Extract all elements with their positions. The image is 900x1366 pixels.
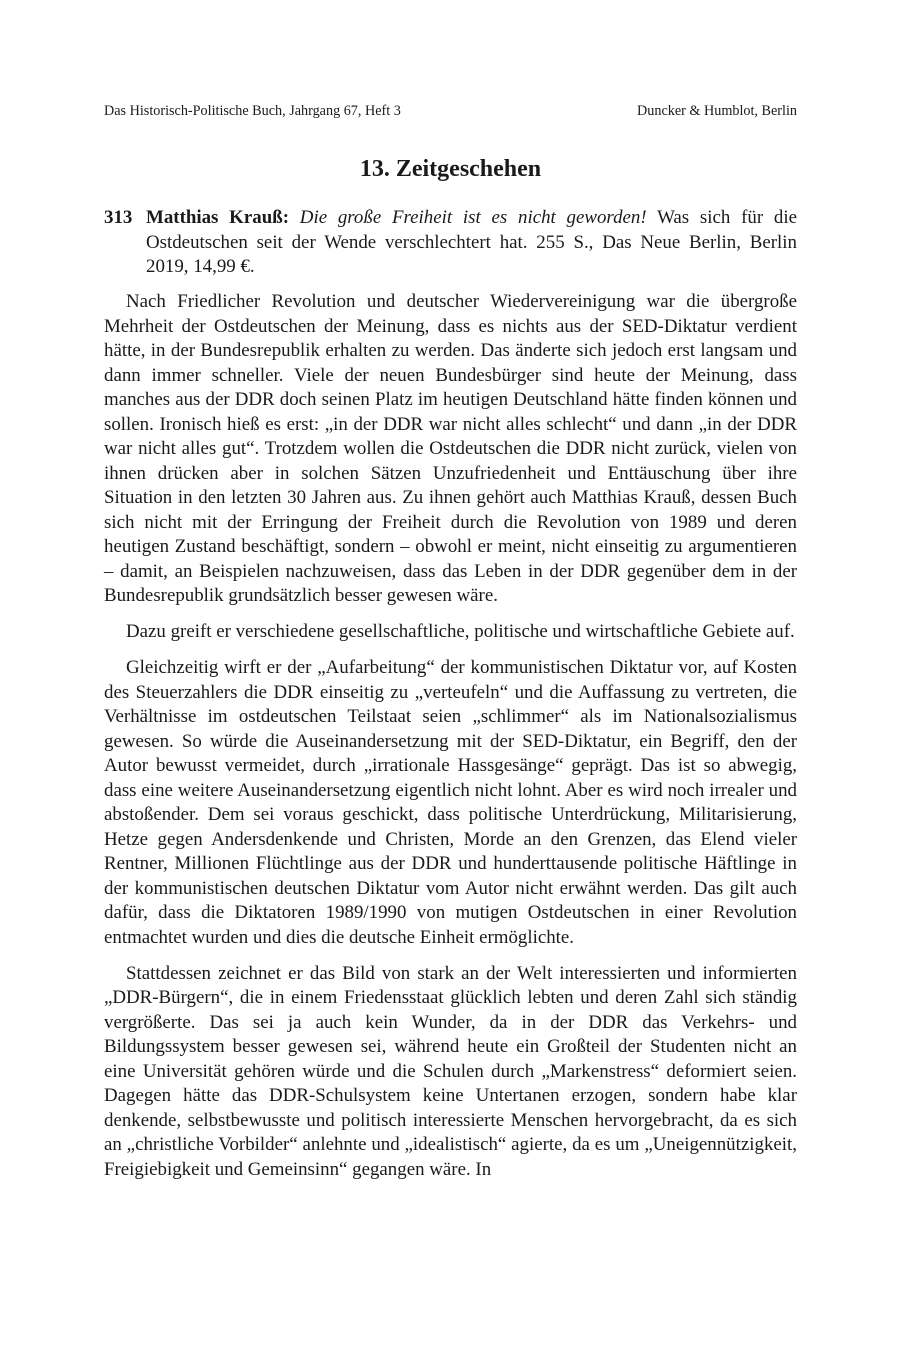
running-header — [104, 102, 797, 120]
review-entry — [104, 206, 797, 280]
paragraph-3: Gleichzeitig wirft er der „Aufarbeitung“ der kommunistischen Diktatur vor, auf Kosten des Steuerzahlers die DDR einseitig zu „verteufeln“ und die Auffassung zu vertreten, die Verhältnisse im ostdeutschen Teilstaat seien „schlimmer“ als im Nationalsozialismus gewesen. So würde die Auseinandersetzung mit der SED-Diktatur, ein Begriff, den der Autor bewusst vermeidet, durch „irrationale Hassgesänge“ geprägt. Das ist so abwegig, dass eine weitere Auseinandersetzung eigentlich nicht lohnt. Aber es wird noch irrealer und abstoßender. Dem sei voraus geschickt, dass politische Unterdrückung, Militarisierung, Hetze gegen Andersdenkende und Christen, Morde an den Grenzen, das Elend vieler Rentner, Millionen Flüchtlinge aus der DDR und hunderttausende politische Häftlinge in der kommunistischen deutschen Diktatur vom Autor nicht erwähnt werden. Das gilt auch dafür, dass die Diktatoren 1989/1990 von mutigen Ostdeutschen in einer Revolution entmachtet wurden und dies die deutsche Einheit ermöglichte. — [104, 657, 797, 948]
journal-info: Das Historisch-Politische Buch, Jahrgang 67, Heft 3 — [104, 103, 401, 119]
paragraph-4: Stattdessen zeichnet er das Bild von stark an der Welt interessierten und informierten „DDR-Bürgern“, die in einem Friedensstaat glücklich lebten und deren Zahl sich ständig vergrößerte. Das sei ja auch kein Wunder, da in der DDR das Verkehrs- und Bildungssystem besser gewesen sei, während heute ein Großteil der Studenten nicht an eine Universität gehören würde und die Schulen durch „Markenstress“ deformiert seien. Dagegen hätte das DDR-Schulsystem keine Untertanen erzogen, sondern habe klar denkende, selbstbewusste und politisch interessierte Menschen hervorgebracht, da es sich an „christliche Vorbilder“ anlehnte und „idealistisch“ agierte, da es um „Uneigennützigkeit, Freigiebigkeit und Gemeinsinn“ gegangen wäre. In — [104, 962, 797, 1180]
paragraph-1: Nach Friedlicher Revolution und deutscher Wiedervereinigung war die übergroße Mehrheit der Ostdeutschen der Meinung, dass es nichts aus der SED-Diktatur verdient hätte, in der Bundesrepublik erhalten zu werden. Das änderte sich jedoch erst langsam und dann immer schneller. Viele der neuen Bundesbürger sind heute der Meinung, dass manches aus der DDR doch seinen Platz im heutigen Deutschland hätte finden können und sollen. Ironisch hieß es erst: „in der DDR war nicht alles schlecht“ und dann „in der DDR war nicht alles gut“. Trotzdem wollen die Ostdeutschen die DDR nicht zurück, vielen von ihnen drücken aber in solchen Sätzen Unzufriedenheit und Enttäuschung über ihre Situation in den letzten 30 Jahren aus. Zu ihnen gehört auch Matthias Krauß, dessen Buch sich nicht mit der Erringung der Freiheit durch die Revolution von 1989 und deren heutigen Zustand beschäftigt, sondern – obwohl er meint, nicht einseitig zu argumentieren – damit, an Beispielen nachzuweisen, dass das Leben in der DDR gegenüber dem in der Bundesrepublik grundsätzlich besser gewesen wäre. — [104, 291, 797, 606]
entry-author: Matthias Krauß: — [146, 207, 290, 228]
entry-citation — [146, 206, 797, 280]
publisher-info: Duncker & Humblot, Berlin — [637, 103, 797, 119]
section-title: 13. Zeitgeschehen — [359, 156, 542, 182]
paragraph-2: Dazu greift er verschiedene gesellschaftliche, politische und wirtschaftliche Gebiete auf. — [126, 621, 795, 642]
review-text — [104, 290, 797, 1194]
entry-title: Die große Freiheit ist es nicht geworden! — [299, 207, 647, 228]
entry-details: Was sich für die Ostdeutschen seit der Wende verschlechtert hat. 255 S., Das Neue Berlin, Berlin 2019, 14,99 €. — [146, 207, 797, 277]
entry-number: 313 — [104, 207, 133, 228]
